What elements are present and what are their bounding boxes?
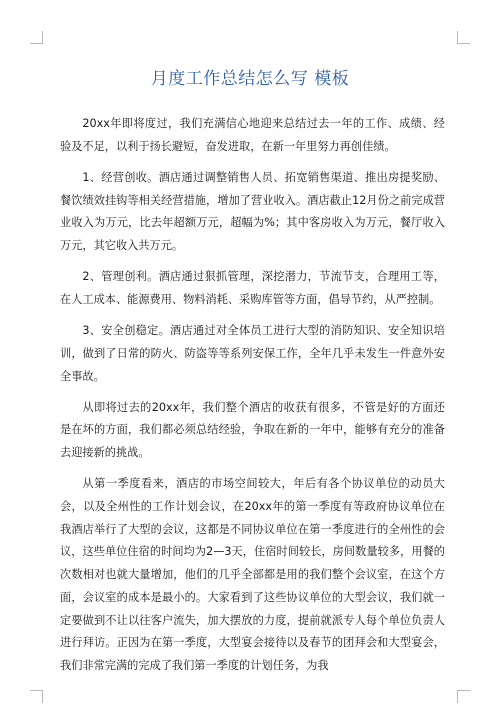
crop-mark-bottom-right (457, 690, 470, 703)
crop-mark-bottom-left (30, 690, 43, 703)
paragraph-safety: 3、安全创稳定。酒店通过对全体员工进行大型的消防知识、安全知识培训，做到了日常的防火、防盗等等系列安保工作，全年几乎未发生一件意外安全事故。 (60, 324, 445, 383)
document-body (60, 113, 445, 686)
document-title: 月度工作总结怎么写 模板 (150, 69, 350, 89)
crop-mark-top-left (30, 31, 43, 44)
paragraph-intro: 20xx年即将度过，我们充满信心地迎来总结过去一年的工作、成绩、经验及不足，以利于扬长避短，奋发进取，在新一年里努力再创佳绩。 (60, 117, 445, 153)
paragraph-revenue: 1、经营创收。酒店通过调整销售人员、拓宽销售渠道、推出房提奖励、餐饮绩效挂钩等相关经营措施，增加了营业收入。酒店截止12月份之前完成营业收入为万元，比去年超额万元，超幅为%；其中客房收入为万元，餐厅收入万元，其它收入共万元。 (60, 170, 445, 253)
crop-mark-top-right (457, 31, 470, 44)
paragraph-first-quarter: 从第一季度看来，酒店的市场空间较大，年后有各个协议单位的动员大会，以及全州性的工作计划会议，在20xx年的第一季度有等政府协议单位在我酒店举行了大型的会议，这都是不同协议单位在第一季度进行的全州性的会议，这些单位住宿的时间均为2—3天，住宿时间较长，房间数量较多，用餐的次数相对也就大量增加，他们的几乎全部都是用的我们整个会议室，在这个方面，会议室的成本是最小的。大家看到了这些协议单位的大型会议，我们就一定要做到不让以往客户流失，加大摆放的力度，提前就派专人每个单位负责人进行拜访。正因为在第一季度，大型宴会接待以及春节的团拜会和大型宴会，我们非常完满的完成了我们第一季度的计划任务，为我 (60, 477, 445, 672)
paragraph-management: 2、管理创利。酒店通过狠抓管理，深挖潜力，节流节支，合理用工等，在人工成本、能源费用、物料消耗、采购库管等方面，倡导节约，从严控制。 (60, 270, 445, 306)
paragraph-review: 从即将过去的20xx年，我们整个酒店的收获有很多，不管是好的方面还是在坏的方面，我们都必须总结经验，争取在新的一年中，能够有充分的准备去迎接新的挑战。 (60, 400, 445, 460)
